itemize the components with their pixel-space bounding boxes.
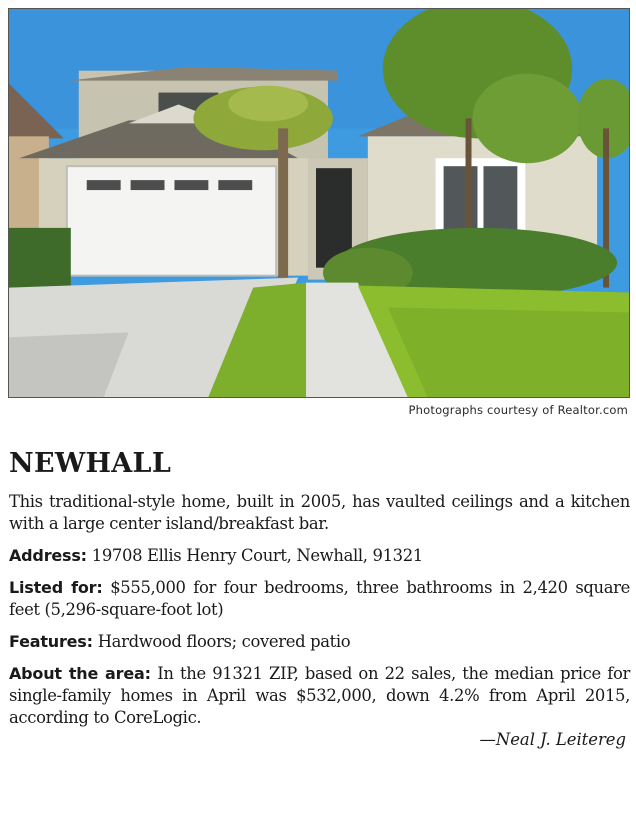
article: [9, 448, 630, 751]
listed-value: $555,000 for four bedrooms, three bathrooms in 2,420 square feet (5,296-square-foot lot): [9, 578, 630, 619]
area-paragraph: [9, 663, 630, 729]
address-paragraph: [9, 545, 630, 567]
address-label: Address:: [9, 546, 87, 565]
listed-label: Listed for:: [9, 578, 103, 597]
photo-credit: Photographs courtesy of Realtor.com: [408, 403, 628, 417]
area-label: About the area:: [9, 664, 151, 683]
features-paragraph: [9, 631, 630, 653]
area-value: In the 91321 ZIP, based on 22 sales, the median price for single-family homes in April was $532,000, down 4.2% from April 2015, according to CoreLogic.: [9, 664, 630, 727]
house-photo: [8, 8, 630, 398]
headline: NEWHALL: [9, 448, 172, 479]
address-value: 19708 Ellis Henry Court, Newhall, 91321: [91, 546, 423, 565]
house-illustration: [9, 9, 629, 397]
intro-paragraph: This traditional-style home, built in 2005, has vaulted ceilings and a kitchen with a large center island/breakfast bar.: [9, 492, 630, 533]
features-value: Hardwood floors; covered patio: [97, 632, 351, 651]
byline: —Neal J. Leitereg: [479, 730, 626, 749]
features-label: Features:: [9, 632, 93, 651]
listed-paragraph: [9, 577, 630, 621]
